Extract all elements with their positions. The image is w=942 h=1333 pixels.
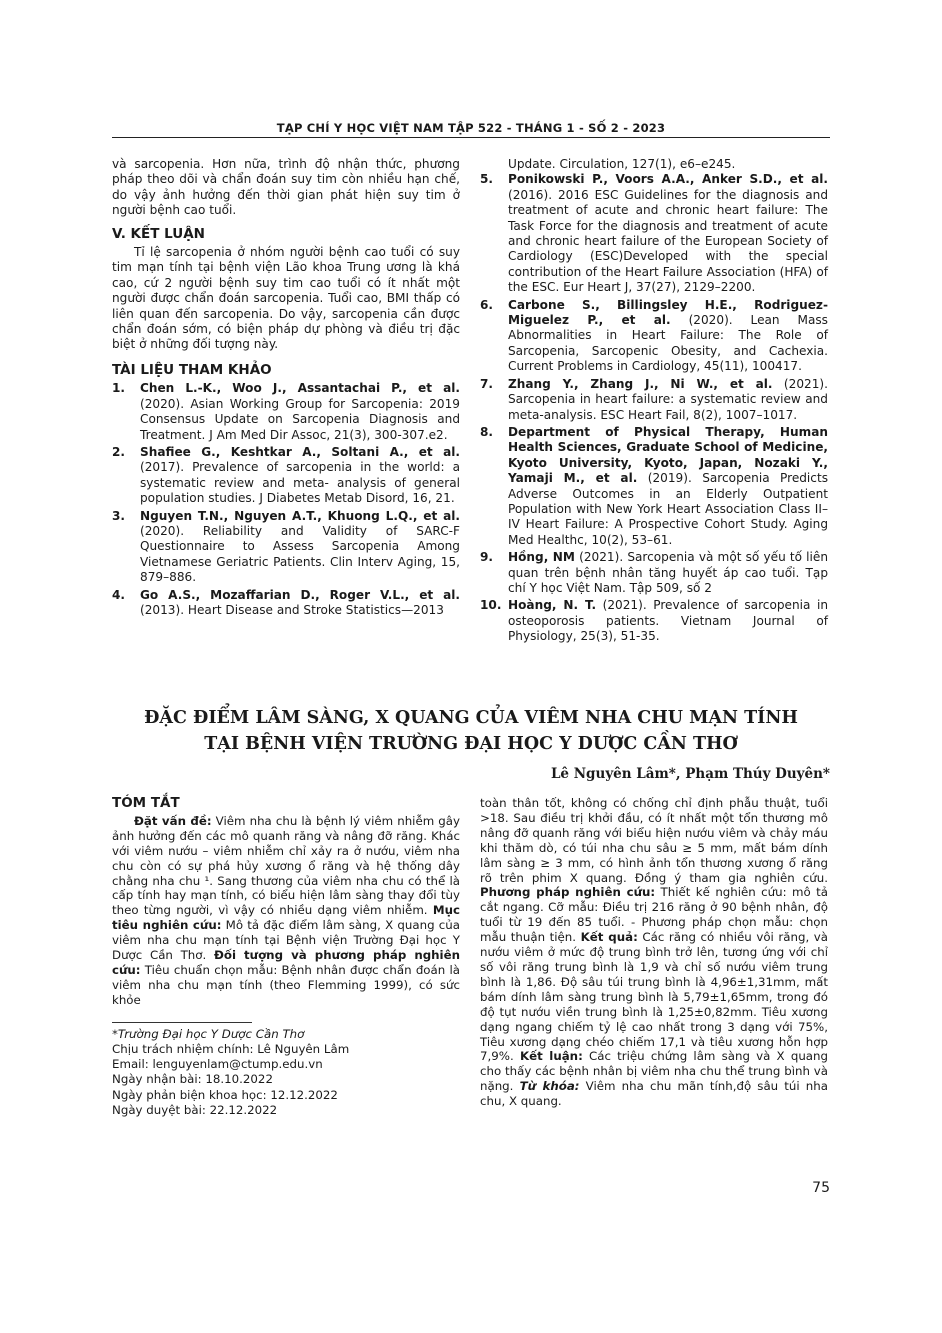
subjects-text: Tiêu chuẩn chọn mẫu: Bệnh nhân được chẩn đoán là viêm nha chu mạn tính (theo Flemming 1999), có sức khỏe: [112, 962, 460, 1007]
reference-text: (2019). Sarcopenia Predicts Adverse Outcomes in an Elderly Outpatient Population with New York Heart Association Class II–IV Heart Failure: A Prospective Cohort Study. Aging Med Healthc, 10(2), 53–61.: [508, 471, 828, 547]
reference-item: [112, 381, 460, 443]
header-rule: [112, 137, 830, 138]
conclusion-paragraph: Tỉ lệ sarcopenia ở nhóm người bệnh cao tuổi có suy tim mạn tính tại bệnh viện Lão khoa Trung ương là khá cao, cứ 2 người bệnh suy tim cao tuổi có ít nhất một người được chẩn đoán sarcopenia. Tuổi cao, BMI thấp có liên quan đến sarcopenia. Do vậy, sarcopenia cần được chẩn đoán sớm, có biện pháp dự phòng và điều trị đặc biệt ở những đối tượng này.: [112, 245, 460, 352]
reference-number: 1.: [112, 381, 126, 396]
reference-text: (2017). Prevalence of sarcopenia in the world: a systematic review and meta- analysis of general population studies. J Diabetes Metab Disord, 16, 21.: [140, 460, 460, 506]
background-text: Viêm nha chu là bệnh lý viêm nhiễm gây ảnh hưởng đến các mô quanh răng và nâng đỡ răng. Khác với viêm nướu – viêm nhiễm chỉ xảy ra ở nướu, viêm nha chu còn có sự phá hủy xương ổ răng và hệ thống dây chằng nha chu ¹. Sang thương của viêm nha chu có thể là cấp tính hay mạn tính, có biểu hiện lâm sàng thay đổi tùy theo từng người, vì vậy có nhiều dạng viêm nhiễm.: [112, 813, 460, 918]
results-label: Kết quả:: [580, 930, 638, 945]
reference-number: 10.: [480, 598, 502, 613]
abstract-right-column: [480, 796, 828, 1109]
reference-item: [480, 377, 828, 423]
subjects-label: Đối tượng và phương pháp nghiên cứu:: [112, 948, 461, 977]
reference-number: 8.: [480, 424, 494, 439]
reference-authors: Shafiee G., Keshtkar A., Soltani A., et al.: [140, 444, 460, 459]
background-label: Đặt vấn đề:: [134, 813, 212, 828]
reference-number: 7.: [480, 376, 494, 391]
footnote-rule: [112, 1022, 252, 1023]
footnote-responsible: Chịu trách nhiệm chính: Lê Nguyên Lâm: [112, 1041, 350, 1056]
reference-text: (2013). Heart Disease and Stroke Statistics—2013: [140, 602, 444, 617]
results-text: Các răng có nhiều vôi răng, và nướu viêm ở mức độ trung bình trở lên, tương ứng với chỉ số vôi răng trung bình là 1,9 và chỉ số nướu viêm trung bình là 1,86. Độ sâu túi trung bình là 4,96±1,31mm, mất bám dính lâm sàng trung bình là 5,79±1,65mm, trong đó độ tụt nướu viền trung bình là 1,25±0,82mm. Tiêu xương dạng ngang chiếm tỷ lệ cao nhất trong 3 dạng với 75%, Tiêu xương dạng chéo chiếm 17,1 và tiêu xương hỗn hợp 7,9%.: [480, 930, 828, 1064]
reference-authors: Carbone S., Billingsley H.E., Rodriguez-Miguelez P., et al.: [508, 297, 828, 328]
reference-number: 4.: [112, 587, 126, 602]
top-left-column: [112, 157, 460, 620]
footnote-reviewed: Ngày phản biện khoa học: 12.12.2022: [112, 1087, 338, 1102]
keywords-label: Từ khóa:: [519, 1079, 580, 1094]
reference-authors: Department of Physical Therapy, Human Health Sciences, Graduate School of Medicine, Kyoto University, Kyoto, Japan, Nozaki Y., Yamaji M., et al.: [508, 424, 828, 486]
reference-text: (2016). 2016 ESC Guidelines for the diagnosis and treatment of acute and chronic heart failure: The Task Force for the diagnosis and treatment of acute and chronic heart failure of the European Society of Cardiology (ESC)Developed with the special contribution of the Heart Failure Association (HFA) of the ESC. Eur Heart J, 37(27), 2129–2200.: [508, 187, 828, 295]
article-title: [112, 705, 830, 757]
abstract-heading: TÓM TẮT: [112, 795, 180, 811]
abstract-continuation: [480, 796, 828, 1109]
reference-text: (2020). Reliability and Validity of SARC-F Questionnaire to Assess Sarcopenia Among Vietnamese Geriatric Patients. Clin Interv Aging, 15, 879–886.: [140, 523, 460, 585]
footnote-email: Email: lenguyenlam@ctump.edu.vn: [112, 1057, 323, 1072]
abstract-conclusion-text: Các triệu chứng lâm sàng và X quang cho thấy các bệnh nhân bị viêm nha chu thể trung bình và nặng.: [480, 1049, 828, 1094]
conclusion-heading: V. KẾT LUẬN: [112, 225, 205, 242]
page-number: 75: [812, 1180, 830, 1196]
references-heading: TÀI LIỆU THAM KHẢO: [112, 361, 272, 378]
reference-item: [480, 172, 828, 295]
footnote-accepted: Ngày duyệt bài: 22.12.2022: [112, 1102, 278, 1117]
reference-authors: Chen L.-K., Woo J., Assantachai P., et al.: [140, 381, 460, 396]
reference-item: [480, 425, 828, 548]
reference-number: 2.: [112, 444, 126, 459]
reference-text: (2021). Sarcopenia in heart failure: a systematic review and meta-analysis. ESC Heart Fail, 8(2), 1007–1017.: [508, 376, 828, 422]
reference-number: 6.: [480, 297, 494, 312]
methods-text: Thiết kế nghiên cứu: mô tả cắt ngang. Cỡ mẫu: Điều trị 216 răng ở 90 bệnh nhân, độ tuổi từ 19 đến 85 tuổi. - Phương pháp chọn mẫu: chọn mẫu thuận tiện.: [480, 885, 828, 945]
reference-item: [112, 509, 460, 586]
intro-paragraph: và sarcopenia. Hơn nữa, trình độ nhận thức, phương pháp theo dõi và chẩn đoán suy tim còn nhiều hạn chế, do vậy ảnh hưởng đến thời gian phát hiện suy tim ở người bệnh cao tuổi.: [112, 157, 460, 218]
reference-text: (2021). Sarcopenia và một số yếu tố liên quan trên bệnh nhân tăng huyết áp cao tuổi. Tạp chí Y học Việt Nam. Tập 509, số 2: [508, 550, 828, 595]
keywords-text: Viêm nha chu mãn tính,độ sâu túi nha chu, X quang.: [480, 1079, 828, 1109]
reference-authors: Go A.S., Mozaffarian D., Roger V.L., et al.: [140, 587, 460, 602]
footnote-affiliation: *Trường Đại học Y Dược Cần Thơ: [112, 1026, 305, 1041]
reference-item: [112, 445, 460, 507]
continuation-text: toàn thân tốt, không có chống chỉ định phẫu thuật, tuổi >18. Sau điều trị khởi đầu, có ít nhất một tổn thương mô nâng đỡ quanh răng với biểu hiện nướu viêm và chảy máu khi thăm dò, có túi nha chu sâu ≥ 5 mm, mất bám dính lâm sàng ≥ 3 mm, có hình ảnh tổn thương xương ổ răng rõ trên phim X quang. Đồng ý tham gia nghiên cứu.: [480, 796, 828, 885]
reference-item: [480, 550, 828, 596]
reference-item: [480, 598, 828, 644]
top-right-column: [480, 157, 828, 647]
reference-authors: Zhang Y., Zhang J., Ni W., et al.: [508, 376, 773, 391]
conclusion-label: Kết luận:: [519, 1049, 583, 1064]
article-authors: Lê Nguyên Lâm*, Phạm Thúy Duyên*: [550, 766, 830, 782]
title-line-2: TẠI BỆNH VIỆN TRƯỜNG ĐẠI HỌC Y DƯỢC CẦN THƠ: [204, 734, 738, 754]
abstract-left-column: [112, 796, 460, 1118]
reference-number: 9.: [480, 550, 494, 565]
journal-header: TẠP CHÍ Y HỌC VIỆT NAM TẬP 522 - THÁNG 1 - SỐ 2 - 2023: [276, 121, 666, 135]
reference-text: (2020). Lean Mass Abnormalities in Heart Failure: The Role of Sarcopenia, Sarcopenic Obesity, and Cachexia. Current Problems in Cardiology, 45(11), 100417.: [508, 313, 828, 374]
abstract-background: [112, 814, 460, 1008]
reference-text: (2021). Prevalence of sarcopenia in osteoporosis patients. Vietnam Journal of Physiology, 25(3), 51-35.: [508, 598, 828, 644]
reference-item: [480, 298, 828, 375]
reference-item: [112, 588, 460, 619]
reference-authors: Nguyen T.N., Nguyen A.T., Khuong L.Q., et al.: [140, 508, 460, 523]
objective-text: Mô tả đặc điểm lâm sàng, X quang của viêm nha chu mạn tính tại Bệnh viện Trường Đại học Y Dược Cần Thơ.: [112, 918, 460, 963]
reference-number: 3.: [112, 508, 126, 523]
reference-continuation: Update. Circulation, 127(1), e6–e245.: [508, 157, 736, 171]
reference-authors: Ponikowski P., Voors A.A., Anker S.D., et al.: [508, 172, 828, 187]
reference-authors: Hồng, NM: [508, 550, 575, 565]
methods-label: Phương pháp nghiên cứu:: [480, 885, 656, 900]
reference-authors: Hoàng, N. T.: [508, 598, 597, 613]
title-line-1: ĐẶC ĐIỂM LÂM SÀNG, X QUANG CỦA VIÊM NHA CHU MẠN TÍNH: [144, 708, 798, 728]
reference-number: 5.: [480, 172, 494, 187]
reference-text: (2020). Asian Working Group for Sarcopenia: 2019 Consensus Update on Sarcopenia Diagnosis and Treatment. J Am Med Dir Assoc, 21(3), 300-307.e2.: [140, 396, 460, 442]
objective-label: Mục tiêu nghiên cứu:: [112, 903, 461, 933]
footnote-received: Ngày nhận bài: 18.10.2022: [112, 1072, 273, 1087]
